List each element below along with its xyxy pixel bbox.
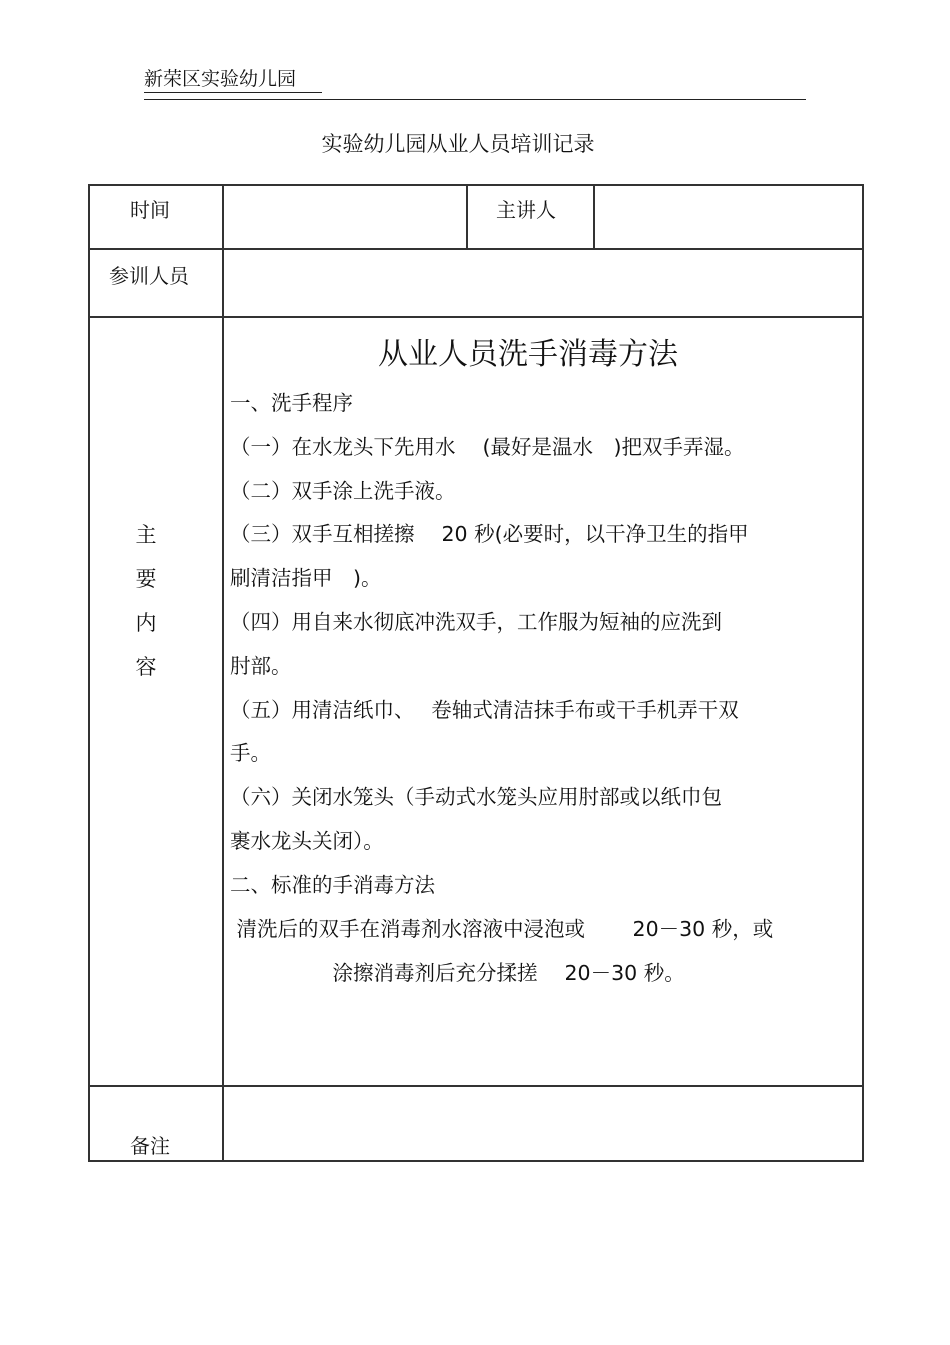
content-line: （一）在水龙头下先用水 (最好是温水 )把双手弄湿。 (230, 435, 745, 459)
table-border-bottom (88, 1160, 864, 1162)
content-line: 涂擦消毒剂后充分揉搓 20－30 秒。 (230, 961, 685, 985)
content-line: 手。 (230, 741, 271, 765)
main-content-label-char: 容 (135, 655, 157, 679)
table-rule-col3 (593, 184, 595, 249)
content-line: 一、洗手程序 (230, 391, 353, 415)
time-label: 时间 (130, 198, 170, 222)
content-line: 刷清洁指甲 )。 (230, 566, 382, 590)
content-line: 肘部。 (230, 654, 292, 678)
main-content-label-char: 主 (135, 523, 157, 547)
main-content-label-char: 内 (135, 611, 157, 635)
header-rule (144, 99, 806, 100)
table-rule-row1 (88, 248, 864, 250)
organization-underline (144, 92, 322, 93)
content-line: （五）用清洁纸巾、 卷轴式清洁抹手布或干手机弄干双 (230, 698, 739, 722)
remarks-label: 备注 (130, 1134, 170, 1158)
content-line: （二）双手涂上洗手液。 (230, 479, 456, 503)
table-rule-row3 (88, 1085, 864, 1087)
content-line: （三）双手互相搓擦 20 秒(必要时，以干净卫生的指甲 (230, 522, 749, 546)
content-line: （六）关闭水笼头（手动式水笼头应用肘部或以纸巾包 (230, 785, 722, 809)
table-rule-row2 (88, 316, 864, 318)
table-border-top (88, 184, 864, 186)
organization-name: 新荣区实验幼儿园 (144, 68, 297, 90)
content-line: （四）用自来水彻底冲洗双手，工作服为短袖的应洗到 (230, 610, 722, 634)
main-content-label-char: 要 (135, 567, 157, 591)
content-line: 二、标准的手消毒方法 (230, 873, 435, 897)
document-title: 实验幼儿园从业人员培训记录 (321, 132, 595, 156)
speaker-label: 主讲人 (496, 198, 556, 222)
main-content-label (88, 513, 204, 689)
table-border-right (862, 184, 864, 1161)
table-rule-col1 (222, 184, 224, 1161)
content-line: 清洗后的双手在消毒剂水溶液中浸泡或 20－30 秒，或 (230, 917, 774, 941)
content-title: 从业人员洗手消毒方法 (378, 337, 678, 372)
content-line: 裹水龙头关闭）。 (230, 829, 384, 853)
attendees-label: 参训人员 (109, 264, 189, 288)
